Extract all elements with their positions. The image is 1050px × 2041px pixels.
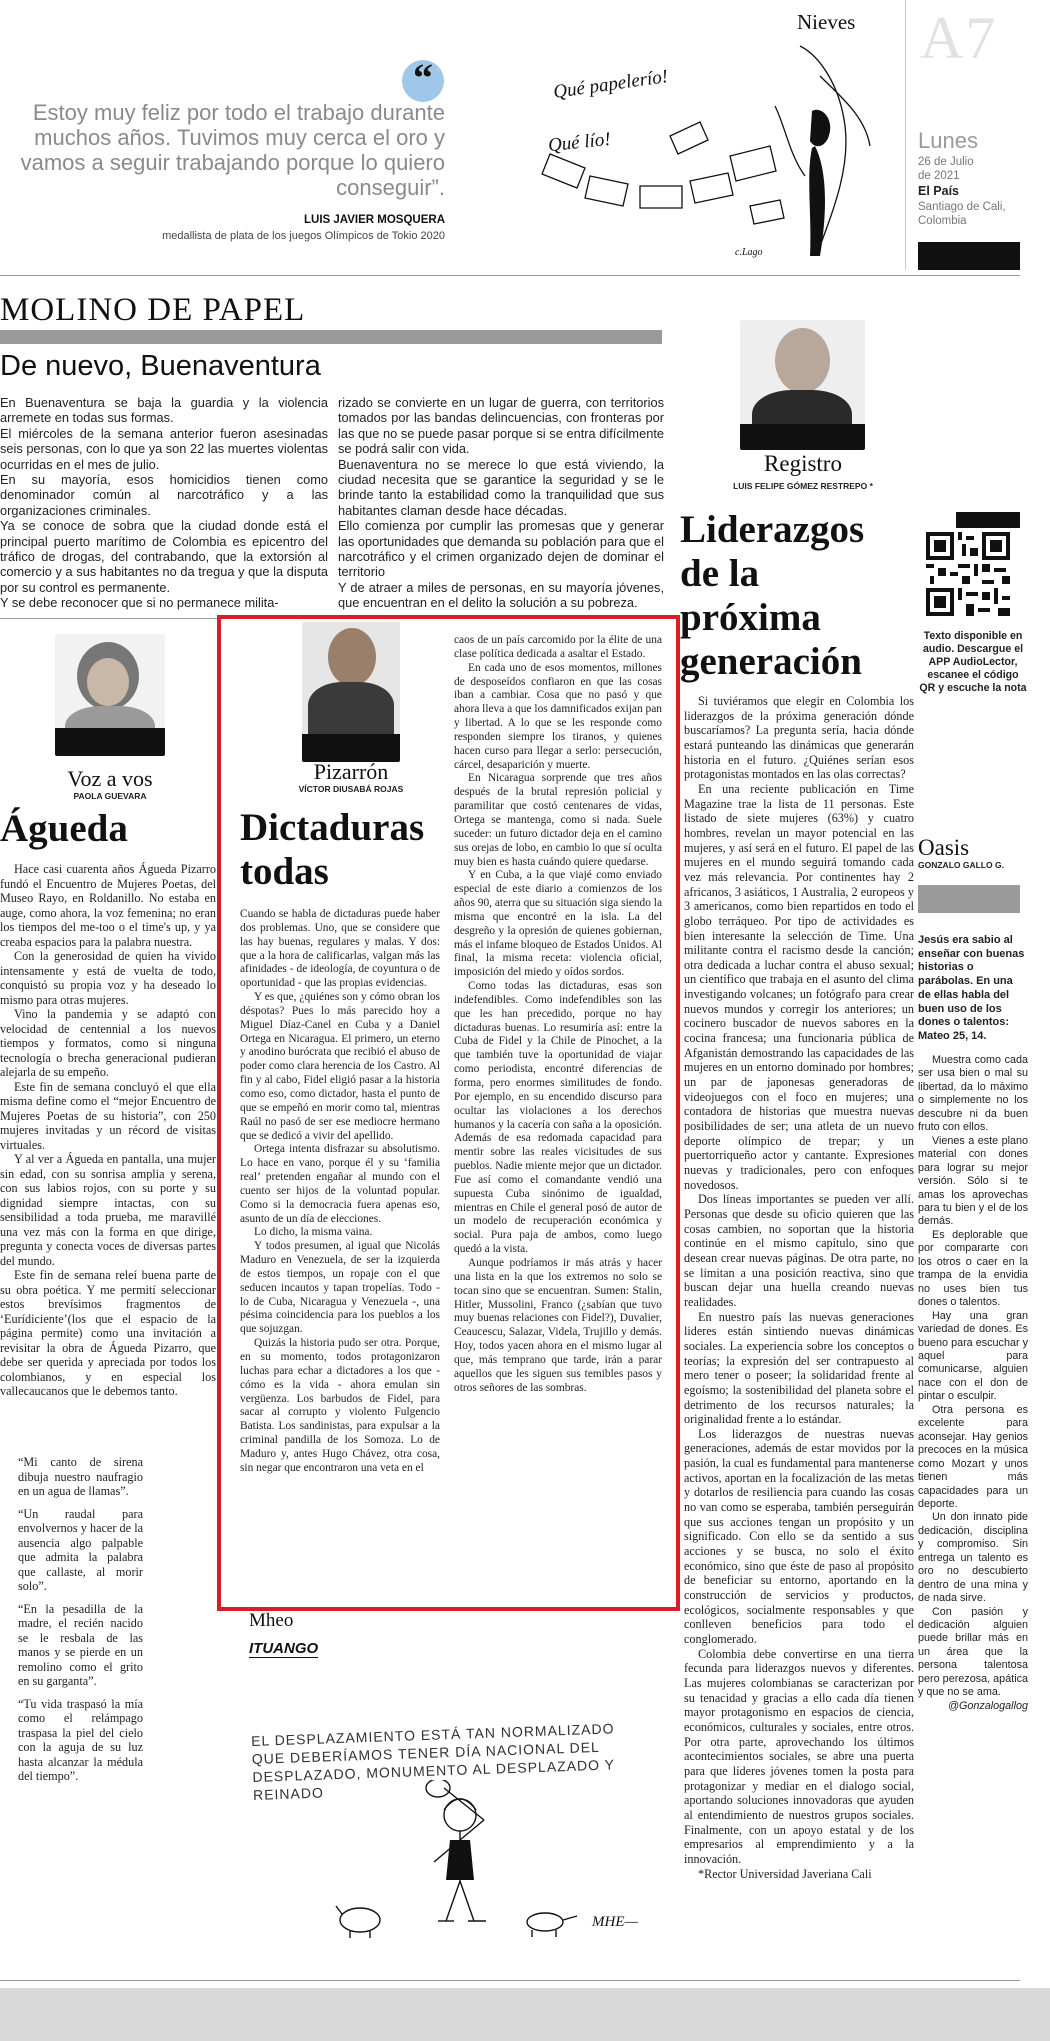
footer-rule	[0, 1980, 1020, 1981]
qr-caption-app: AudioLector	[952, 656, 1015, 668]
oasis-paragraph: Con pasión y dedicación alguien puede brillar más en un área que la persona talentosa pero perezosa, apática y que no se ama.	[918, 1605, 1028, 1699]
pizarron-col-2	[454, 634, 662, 1395]
oasis-author: GONZALO GALLO G.	[918, 860, 1004, 870]
quote-author: LUIS JAVIER MOSQUERA	[304, 214, 445, 226]
oasis-paragraph: Otra persona es excelente para aconsejar. Hay genios precoces en la música como Mozart y unos tienen más capacidades para un deporte.	[918, 1403, 1028, 1510]
voz-author: PAOLA GUEVARA	[73, 791, 147, 801]
editorial-paragraph: Y de atraer a miles de personas, en su mayoría jóvenes, que encuentran en el delito la solución a su pobreza.	[338, 579, 664, 611]
cartoon-bubble-2: Qué lío!	[547, 128, 612, 157]
header	[0, 0, 1050, 270]
date-divider	[905, 0, 906, 270]
pizarron-paragraph: Y en Cuba, a la que viajé como enviado especial de este diario a comienzos de los años 90, aterra que su situación siga siendo la misma que encontré en la isla. La del desgreño y la opresión de quienes gobiernan, más el infame bloqueo de Estados Unidos. Al final, la misma receta: violencia oficial, imposición del miedo y oídos sordos.	[454, 869, 662, 979]
pizarron-col-1	[240, 908, 440, 1476]
editorial-paragraph: En Buenaventura se baja la guardia y la violencia arremete en todas sus formas.	[0, 395, 328, 426]
registro-paragraph: En nuestro país las nuevas generaciones lideres están sintiendo nuevas dinámicas sociales. La experiencia sobre los conceptos o teorías; la expresión del ser contrapuesto al mero tener o poseer; la solidaridad frente al egoísmo; la sostenibilidad del planeta sobre el detrimento de los recursos naturales; la originalidad frente a lo estándar.	[684, 1309, 914, 1427]
oasis-gray-bar	[918, 885, 1020, 913]
voz-paragraph: Este fin de semana concluyó el que ella misma define como el “mejor Encuentro de Mujeres Poetas de su historia”, con 250 mujeres invitadas y un récord de visitas virtuales.	[0, 1079, 216, 1152]
registro-paragraph: Los liderazgos de nuestras nuevas generaciones, además de estar movidos por la pasión, la cual es fundamental para mantenerse activos, aportan en la focalización de las metas y dotarlos de resiliencia para cuando las cosas no van como se esperaba, también perseguirán que sus acciones tengan un propósito y un significado. Con ello se da sentido a sus acciones y se busca, no solo el éxito económico, sino que éste de paso al propósito de beneficiar su entorno, aportando en la construcción de servicios y productos, ecológicos, socialmente responsables y que conlleven beneficios para todo el conglomerado.	[684, 1426, 914, 1646]
registro-paragraph: Colombia debe convertirse en una tierra fecunda para liderazgos nuevos y diferentes. Las mujeres colombianas se caracterizan por su tenacidad y gracias a ello cada día tienen mayor protagonismo en espacios de ciencia, económicos, culturales y sociales, entre otros. Por otra parte, aprovechando los últimos acontecimientos sociales, se abre una puerta para que líderes jóvenes tomen la posta para protagonizar y mediar en el dialogo social, aportando soluciones innovadoras que ayuden al entendimiento de nuestros grupos sociales. Finalmente, con un apoyo estatal y de los empresarios al emprendimiento y a la innovación.	[684, 1646, 914, 1866]
editorial-paragraph: rizado se convierte en un lugar de guerra, con territorios tomados por las bandas delincuencias, con fronteras por las que no se puede pasar porque si se entra difícilmente se podrá salir con vida.	[338, 395, 664, 457]
voz-paragraph: Y al ver a Águeda en pantalla, una mujer sin edad, con su sonrisa amplia y serena, con sus labios rojos, con su porte y su dignidad siempre intactas, con su sensibilidad a toda prueba, me maravillé una vez más con la forma en que dirige, pregunta y conecta voces de diversas partes del mundo.	[0, 1152, 216, 1268]
qr-caption-post: , escanee el código QR y escuche la nota	[919, 656, 1027, 694]
editorial-paragraph: Y se debe reconocer que si no permanece milita-	[0, 595, 279, 611]
section-gray-bar	[0, 330, 662, 344]
registro-paragraph: En una reciente publicación en Time Magazine trae la lista de 11 personas. Este listado de siete mujeres (63%) y cuatro hombres, revelan un mayor potencial en las mujeres, y así será en el futuro. El papel de las mujeres en el mundo seguirá tomando cada vez más relevancia. Por continentes hay 2 africanos, 3 asiáticos, 1 Australia, 2 europeos y 3 americanos, como bien repartidos en todo el globo terráqueo. Por tipo de actividades es bien interesante la selección de Time. Una militante contra el racismo desde la canción; otra dedicada a luchar contra el abuso sexual; un científico que trabaja en el asunto del clima investigando volcanes; un fotógrafo para crear nuevos mundos y corregir los anteriores; un cocinero buscador de nuevos sabores en la cocina francesa; una funcionaria pública de Afganistán demostrando las capacidades de las mujeres en un entorno dominado por hombres; un par de japonesas generadoras de videojuegos con el foco en mujeres; una contadora de historias que muestra nuevas posibilidades de ser; una atleta de un nuevo deporte olímpico de trepar; y un puertorriqueño actor y cantante. Expresiones nuevas y tradicionales, pero con enfoques novedosos.	[684, 781, 914, 1192]
oasis-body	[918, 1054, 1028, 1713]
oasis-handle: @Gonzalogallog	[948, 1699, 1028, 1712]
editorial-paragraph: Buenaventura no se merece lo que está viviendo, la ciudad necesita que se garantice la seguridad y se le brinde tanto la estabilidad como la tranquilidad que sus habitantes claman desde hace décadas.	[338, 456, 664, 518]
paper-city: Santiago de Cali, Colombia	[918, 201, 1006, 227]
paper-name: El País	[918, 184, 959, 198]
registro-paragraph: Si tuviéramos que elegir en Colombia los liderazgos de la próxima generación dónde buscaríamos? La pregunta sería, hacia dónde estará punteando las dinámicas que generarán historia en el futuro. ¿Quiénes serían esos protagonistas montados en las olas correctas?	[684, 694, 914, 782]
date-day: Lunes	[918, 128, 978, 153]
voz-paragraph: Con la generosidad de quien ha vivido intensamente y está de vuelta de todo, conquistó su propia voz y ha deseado lo mismo para otras mujeres.	[0, 949, 216, 1007]
voz-body	[0, 862, 216, 1399]
pizarron-paragraph: Y es que, ¿quiénes son y cómo obran los déspotas? Pues lo más parecido hoy a Miguel Díaz-Canel en Cuba y a Daniel Ortega en Nicaragua. El primero, un eterno y anodino burócrata que recibió el abuso de poder como clara herencia de los Castro. Al fin y al cabo, Fidel eligió pasar a la historia como eso, como dictador, hasta el punto de que se empeñó en morir como tal, mientras Raúl no pasó de ser ese mediocre hermano que se dedicó a vivir del apellido.	[240, 991, 440, 1142]
pizarron-paragraph: Lo dicho, la misma vaina.	[254, 1226, 373, 1239]
mheo-cartoon	[320, 1780, 600, 1945]
editorial-title: De nuevo, Buenaventura	[0, 350, 321, 382]
oasis-paragraph: Vienes a este plano material con dones para lograr su mejor versión. Sólo si te amas los aprovechas para tu bien y el de los demás.	[918, 1134, 1028, 1228]
registro-body	[684, 694, 914, 1881]
pizarron-paragraph: Aunque podríamos ir más atrás y hacer una lista en la que los extremos no solo se tocan sino que se encuentran. Sumen: Stalin, Hitler, Mussolini, Franco (¿sabían que tuvo muy buenas relaciones con Fidel?), Duvalier, Ceaucescu, Salazar, Videla, Trujillo y demás. Hoy, todos yacen ahora en el mismo lugar al que, más temprano que tarde, irán a parar aquellos que les siguen sus temibles pasos y otros señores de las sombras.	[454, 1256, 662, 1394]
header-quote: Estoy muy feliz por todo el trabajo durante muchos años. Tuvimos muy cerca el oro y vamos a seguir trabajando porque lo quiero conseguir”.	[20, 100, 445, 200]
section-rule	[0, 275, 1020, 276]
registro-title: Liderazgos de la próxima generación	[680, 508, 865, 683]
pizarron-paragraph: En Nicaragua sorprende que tres años después de la brutal represión policial y paramilitar que costó centenares de vidas, Ortega se mantenga, como si nada. Suele suceder: un futuro dictador deja en el camino sus orejas de lobo, en cambio lo que sí oculta muy bien es hasta cuándo quiere quedarse.	[454, 772, 662, 868]
voz-poems	[18, 1455, 143, 1792]
editorial-paragraph: El miércoles de la semana anterior fueron asesinadas seis personas, con lo que ya son 22 las muertes violentas ocurridas en el mes de julio.	[0, 425, 328, 472]
voz-poem: “Mi canto de sirena dibuja nuestro naufragio en un agua de llamas”.	[18, 1455, 143, 1498]
registro-author: LUIS FELIPE GÓMEZ RESTREPO *	[733, 481, 873, 491]
mheo-cartoon-text: EL DESPLAZAMIENTO ESTÁ TAN NORMALIZADO QUE DEBERÍAMOS TENER DÍA NACIONAL DEL DESPLAZADO, MONUMENTO AL DESPLAZADO Y REINADO	[250, 1720, 615, 1803]
cartoon-title: Nieves	[797, 10, 856, 34]
mheo-cartoon-tag: ITUANGO	[249, 1640, 319, 1657]
voz-poem: “En la pesadilla de la madre, el recién nacido se le resbala de las manos y se pierde en un remolino como el grito en su garganta”.	[18, 1601, 143, 1688]
page-number: A7	[920, 5, 998, 71]
oasis-paragraph: Hay una gran variedad de dones. Es bueno para escuchar y aquel para comunicarse, alguien nace con el don de pintar o esculpir.	[918, 1309, 1028, 1403]
registro-author-photo	[740, 320, 865, 450]
pizarron-paragraph: Cuando se habla de dictaduras puede haber dos problemas. Uno, que se considere que las hay buenas, regulares y malas. Y dos: que a la hora de calificarlas, valgan más las afinidades - de ideología, de coyuntura o de oportunidad - que las propias evidencias.	[240, 908, 440, 990]
date-text: 26 de Julio de 2021	[918, 156, 974, 182]
editorial-col-2	[338, 395, 664, 611]
date-black-bar	[918, 242, 1020, 270]
cartoon-signature: c.Lago	[735, 247, 763, 258]
pizarron-paragraph: En cada uno de esos momentos, millones de desposeídos confiaron en que las cosas iban a cambiar. Cosa que no pasó y que ahora lleva a que los damnificados exijan pan y libertad. A lo que se les responde como responden siempre los tiranos, y quienes hacen curso para llegar a serlo: persecución, cárcel, desaparición y muerte.	[454, 661, 662, 771]
footer-gray-band	[0, 1988, 1050, 2041]
editorial-paragraph: Ya se conoce de sobra que la ciudad donde está el principal puerto marítimo de Colombia es epicentro del tráfico de drogas, del contrabando, que la extorsión al comercio y a sus habitantes no da tregua y que la disputa por su control es permanente.	[0, 518, 328, 595]
qr-code-icon[interactable]	[926, 532, 1010, 616]
voz-title: Águeda	[0, 807, 128, 850]
mheo-signature: MHE—	[592, 1914, 638, 1930]
quote-role: medallista de plata de los juegos Olímpicos de Tokio 2020	[162, 230, 445, 242]
quote-mark: “	[413, 55, 433, 100]
pizarron-title: Dictaduras todas	[240, 806, 425, 893]
qr-code-graphic	[926, 532, 1010, 616]
oasis-paragraph: Es deplorable que por compararte con los otros o caer en la trampa de la envidia no uses bien tus dones o talentos.	[918, 1228, 1028, 1309]
cartoon-bubble-1: Qué papelerío!	[552, 66, 670, 103]
oasis-lead: Jesús era sabio al enseñar con buenas historias o parábolas. En una de ellas habla del buen uso de los dones o talentos: Mateo 25, 14.	[918, 934, 1025, 1042]
voz-poem: “Tu vida traspasó la mía como el relámpago traspasa la piel del cielo con la aguja de su luz hasta alcanzar la médula del tiempo”.	[18, 1696, 143, 1783]
pizarron-paragraph: Quizás la historia pudo ser otra. Porque, en su momento, todos protagonizaron luchas para echar a dictadores a los que - cómo es la vida - ahora emulan sin vergüenza. Los barbudos de Fidel, para sacar al corrupto y violento Fulgencio Batista. Los sandinistas, para expulsar a la criminal pandilla de los Somoza. Lo de Maduro y, antes Hugo Chávez, otra cosa, sin negar que encontraron una veta en el	[240, 1337, 440, 1474]
voz-paragraph: Hace casi cuarenta años Águeda Pizarro fundó el Encuentro de Mujeres Poetas, del Museo Rayo, en Roldanillo. No estaba en auge, como ahora, la voz femenina; no eran los tiempos del me-too o el time's up, y ya creaba espacios para la palabra nuestra.	[0, 862, 216, 949]
editorial-paragraph: Ello comienza por cumplir las promesas que y generar las oportunidades que demanda su población para que el narcotráfico y el crimen organizado dejen de dominar el territorio	[338, 518, 664, 580]
voz-paragraph: Vino la pandemia y se adaptó con velocidad de centennial a los nuevos tiempos y formatos, como si ninguna tecnología o brecha generacional pudieran alejarla de su empeño.	[0, 1007, 216, 1079]
oasis-paragraph: Un don innato pide dedicación, disciplina y compromiso. Sin entrega un talento es oro no descubierto dentro de una mina y de nada sirve.	[918, 1511, 1028, 1605]
pizarron-paragraph: caos de un país carcomido por la élite de una clase política dedicada a asaltar el Estado.	[454, 634, 662, 660]
section-title: MOLINO DE PAPEL	[0, 292, 306, 328]
registro-column-name: Registro	[764, 451, 842, 476]
voz-column-name: Voz a vos	[67, 766, 153, 791]
voz-author-photo	[55, 634, 165, 756]
mheo-label: Mheo	[249, 1610, 294, 1631]
pizarron-author-photo	[302, 622, 400, 762]
oasis-column-name: Oasis	[918, 835, 970, 860]
oasis-paragraph: Muestra como cada ser usa bien o mal su libertad, da lo máximo o simplemente no los descubre ni da buen fruto con ellos.	[918, 1054, 1028, 1134]
qr-caption-pre: Texto disponible en audio. Descargue el APP	[922, 630, 1024, 668]
voz-paragraph: Este fin de semana releí buena parte de su obra poética. Y me permití seleccionar estos brevísimos fragmentos de ‘Eurídiciente’(los que el espacio de la página permite) como una invitación a revisitar la obra de Águeda Pizarro, que debe ser querida y apreciada por todos los colombianos, y en especial los vallecaucanos que le debemos tanto.	[0, 1268, 216, 1398]
registro-paragraph: Dos líneas importantes se pueden ver allí. Personas que desde su oficio quieren que las cosas cambien, no soportan que la historia continúe en el mismo capítulo, sino que desean crear nuevas páginas. De otra parte, no se limitan a una posición reactiva, sino que buscan dejar una huella creando nuevas realidades.	[684, 1192, 914, 1309]
pizarron-author: VÍCTOR DIUSABÁ ROJAS	[298, 784, 404, 794]
pizarron-column-name: Pizarrón	[313, 759, 389, 784]
pizarron-paragraph: Ortega intenta disfrazar su absolutismo. Lo hace en vano, porque él y su ‘familia real’ pretenden engañar al mundo con el cuento ser hijos de la voluntad popular. Como si la democracia fuera apenas eso, asunto de un día de elecciones.	[240, 1143, 440, 1225]
pizarron-paragraph: Como todas las dictaduras, esas son indefendibles. Como indefendibles son las que les han precedido, porque no hay dictaduras buenas. Lo resumiría así: entre la Cuba de Fidel y la Chile de Pinochet, a la que también tuve la oportunidad de viajar como periodista, encontré diferencias de forma, pero enormes similitudes de fondo. Por ejemplo, en su encendido discurso para ocultar las violaciones a los derechos humanos y la cacería con saña a la oposición. Además de esa redomada capacidad para mentir sobre las reales vicisitudes de sus pueblos. Nadie miente mejor que un dictador. Fue así como el comandante vendió una supuesta Cuba sinónimo de igualdad, mientras en Chile el general posó de autor de un modelo de recuperación económica y social. Pura paja de ambos, como luego quedó a la vista.	[454, 980, 662, 1256]
voz-poem: “Un raudal para envolvernos y hacer de la ausencia algo palpable que admita la palabra que callaste, al morir solo”.	[18, 1506, 143, 1593]
qr-caption	[918, 630, 1028, 695]
pizarron-paragraph: Y todos presumen, al igual que Nicolás Maduro en Venezuela, de ser la izquierda de estos tiempos, un ropaje con el que seducen incautos y tapan tropelías. Todo - lo de Cuba, Nicaragua y Venezuela -, una pésima coincidencia para los pueblos a los que sojuzgan.	[240, 1240, 440, 1336]
editorial-col-1	[0, 395, 328, 611]
registro-footnote: *Rector Universidad Javeriana Cali	[698, 1866, 872, 1881]
displaced-man-drawing-icon	[320, 1780, 600, 1945]
qr-top-bar	[956, 512, 1020, 528]
editorial-paragraph: En su mayoría, esos homicidios tienen como denominador común al narcotráfico y a las organizaciones criminales.	[0, 472, 328, 518]
